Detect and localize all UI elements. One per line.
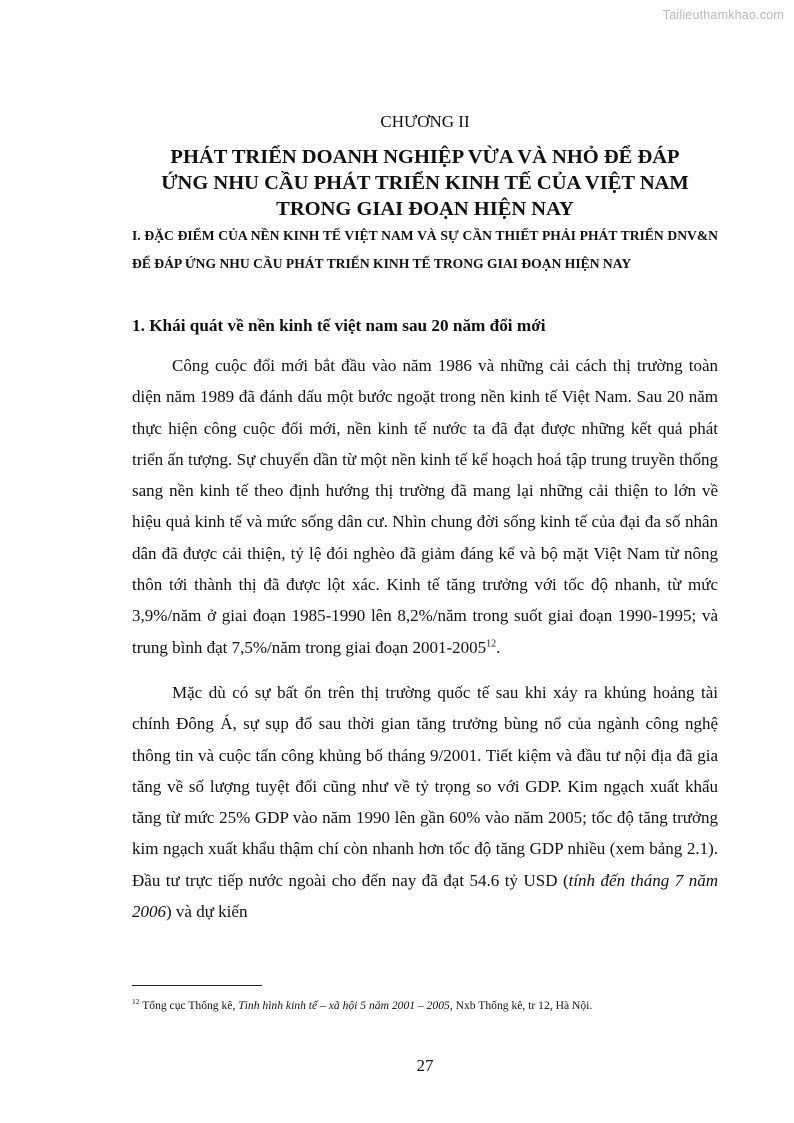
chapter-title <box>132 144 718 222</box>
paragraph-text: Công cuộc đổi mới bắt đầu vào năm 1986 và những cải cách thị trường toàn diện năm 1989 đã đánh dấu một bước ngoặt trong nền kinh tế Việt Nam. Sau 20 năm thực hiện công cuộc đổi mới, nền kinh tế nước ta đã đạt được những kết quả phát triển ấn tượng. Sự chuyển dần từ một nền kinh tế kế hoạch hoá tập trung truyền thống sang nền kinh tế theo định hướng thị trường đã mang lại những cải thiện to lớn về hiệu quả kinh tế và mức sống dân cư. Nhìn chung đời sống kinh tế của đại đa số nhân dân đã được cải thiện, tỷ lệ đói nghèo đã giảm đáng kể và bộ mặt Việt Nam từ nông thôn tới thành thị đã được lột xác. Kinh tế tăng trưởng với tốc độ nhanh, từ mức 3,9%/năm ở giai đoạn 1985-1990 lên 8,2%/năm trong suốt giai đoạn 1990-1995; và trung bình đạt 7,5%/năm trong giai đoạn 2001-2005 <box>132 356 718 657</box>
paragraph-text-end: ) và dự kiến <box>166 902 248 922</box>
chapter-label: CHƯƠNG II <box>380 112 470 131</box>
footnote-reference: 12 <box>486 638 497 650</box>
chapter-title-line: TRONG GIAI ĐOẠN HIỆN NAY <box>276 198 574 220</box>
footnote-italic: Tình hình kinh tế – xã hội 5 năm 2001 – 2005, <box>238 998 453 1012</box>
footnote-number: 12 <box>132 997 140 1006</box>
paragraph-text: Mặc dù có sự bất ổn trên thị trường quốc tế sau khi xảy ra khủng hoảng tài chính Đông Á, sự sụp đổ sau thời gian tăng trưởng bùng nổ của ngành công nghệ thông tin và cuộc tấn công khủng bố tháng 9/2001. Tiết kiệm và đầu tư nội địa đã gia tăng về số lượng tuyệt đối cũng như về tỷ trọng so với GDP. Kim ngạch xuất khẩu tăng từ mức 25% GDP vào năm 1990 lên gần 60% vào năm 2005; tốc độ tăng trưởng kim ngạch xuất khẩu thậm chí còn nhanh hơn tốc độ tăng GDP nhiều (xem bảng 2.1). Đầu tư trực tiếp nước ngoài cho đến nay đã đạt 54.6 tỷ USD ( <box>132 682 718 890</box>
chapter-title-line: ỨNG NHU CẦU PHÁT TRIỂN KINH TẾ CỦA VIỆT NAM <box>161 172 689 194</box>
footnote-suffix: Nxb Thống kê, tr 12, Hà Nội. <box>452 998 593 1012</box>
paragraph-italic-text: tính đến tháng 7 năm 2006 <box>132 870 718 922</box>
paragraph-1 <box>132 350 718 663</box>
paragraph-2 <box>132 677 718 927</box>
section-heading: I. ĐẶC ĐIỂM CỦA NỀN KINH TẾ VIỆT NAM VÀ SỰ CẦN THIẾT PHẢI PHÁT TRIỂN DNV&N ĐỂ ĐÁP ỨNG NHU CẦU PHÁT TRIỂN KINH TẾ TRONG GIAI ĐOẠN HIỆN NAY <box>132 228 718 271</box>
page-number: 27 <box>416 1056 434 1075</box>
footnote-prefix: Tổng cục Thống kê, <box>139 998 239 1012</box>
subsection-heading: 1. Khái quát về nền kinh tế việt nam sau 20 năm đổi mới <box>132 316 546 335</box>
watermark-text: Tailieuthamkhao.com <box>662 8 784 22</box>
footnote-divider <box>132 985 262 986</box>
footnote <box>132 994 718 1013</box>
paragraph-end: . <box>496 637 501 657</box>
body-text <box>132 350 718 941</box>
chapter-title-line: PHÁT TRIỂN DOANH NGHIỆP VỪA VÀ NHỎ ĐỂ ĐÁP <box>170 146 680 168</box>
